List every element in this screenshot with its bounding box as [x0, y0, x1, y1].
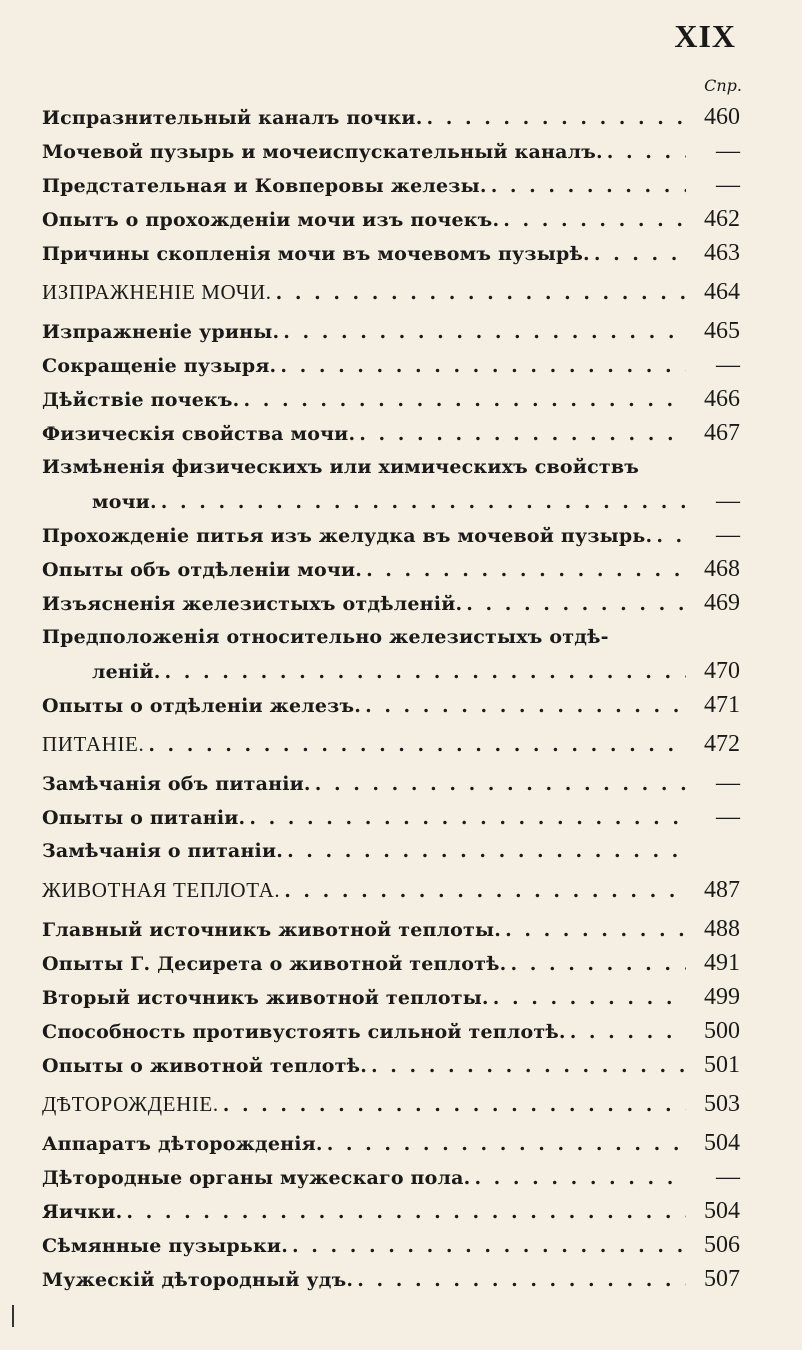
toc-entry — [42, 1126, 740, 1160]
toc-entry-title: Дѣйствіе почекъ. — [42, 389, 240, 411]
toc-entry-title: Изпражненіе урины. — [42, 321, 280, 343]
toc-entry-title: ДѢТОРОЖДЕНІЕ. — [42, 1092, 219, 1116]
dot-leader — [276, 271, 686, 315]
toc-entry-title: леній. — [92, 661, 161, 683]
toc-entry-page: 487 — [704, 877, 740, 903]
toc-entry — [42, 450, 740, 484]
dot-leader — [244, 383, 687, 417]
toc-entry-page: 488 — [704, 916, 740, 942]
toc-entry-page: — — [716, 804, 740, 830]
dot-leader — [371, 1049, 686, 1083]
dot-leader — [427, 101, 686, 135]
toc-entry — [42, 586, 740, 620]
toc-entry-title: ИЗПРАЖНЕНІЕ МОЧИ. — [42, 280, 272, 304]
toc-entry-page: 469 — [704, 590, 740, 616]
page-number: XIX — [674, 18, 736, 54]
toc-entry — [42, 1194, 740, 1228]
toc-entry-page: — — [716, 172, 740, 198]
toc-entry — [42, 518, 740, 552]
toc-entry — [42, 348, 740, 382]
toc-entry-page: — — [716, 1164, 740, 1190]
toc-entry-page: 466 — [704, 386, 740, 412]
toc-entry-page: 463 — [704, 240, 740, 266]
toc-entry-title: Опыты Г. Десирета о животной теплотѣ. — [42, 953, 507, 975]
toc-entry — [42, 688, 740, 722]
dot-leader — [126, 1195, 686, 1229]
toc-entry-title: Физическія свойства мочи. — [42, 423, 356, 445]
toc-entry — [42, 100, 740, 134]
toc-entry-page: 507 — [704, 1266, 740, 1292]
toc-entry — [42, 382, 740, 416]
toc-entry-page: 470 — [704, 658, 740, 684]
toc-entry-title: Сокращеніе пузыря. — [42, 355, 277, 377]
toc-entry — [42, 202, 740, 236]
toc-entry — [42, 552, 740, 586]
toc-entry-title: Причины скопленія мочи въ мочевомъ пузырѣ. — [42, 243, 590, 265]
dot-leader — [292, 1229, 686, 1263]
dot-leader — [148, 723, 686, 767]
toc-entry — [42, 1048, 740, 1082]
toc-entry — [42, 314, 740, 348]
dot-leader — [491, 169, 686, 203]
toc-entry-title: Аппаратъ дѣторожденія. — [42, 1133, 323, 1155]
toc-entry — [42, 1262, 740, 1296]
dot-leader — [280, 349, 686, 383]
dot-leader — [505, 913, 686, 947]
toc-entry-page: 467 — [704, 420, 740, 446]
toc-entry-title: Яички. — [42, 1201, 123, 1223]
dot-leader — [287, 834, 686, 868]
toc-entry-page: 503 — [704, 1091, 740, 1117]
column-header: Спр. — [704, 76, 742, 95]
toc-entry-page: 491 — [704, 950, 740, 976]
toc-entry-title: Предположенія относительно железистыхъ отдѣ- — [42, 626, 609, 648]
toc-entry-title: Дѣтородные органы мужескаго пола. — [42, 1167, 471, 1189]
table-of-contents — [42, 100, 740, 1296]
toc-entry-title: Опыты о отдѣленіи железъ. — [42, 695, 362, 717]
dot-leader — [357, 1263, 686, 1297]
toc-entry — [42, 800, 740, 834]
toc-entry-title: Мужескій дѣтородный удъ. — [42, 1269, 354, 1291]
toc-entry-title: ПИТАНІЕ. — [42, 732, 145, 756]
toc-entry-title: Прохожденіе питья изъ желудка въ мочевой пузырь. — [42, 525, 653, 547]
toc-entry — [42, 236, 740, 270]
toc-entry — [42, 1228, 740, 1262]
toc-entry-page: — — [716, 352, 740, 378]
dot-leader — [165, 655, 686, 689]
toc-entry — [42, 834, 740, 868]
toc-entry-page: 506 — [704, 1232, 740, 1258]
toc-section-heading — [42, 270, 740, 314]
dot-leader — [327, 1127, 686, 1161]
dot-leader — [283, 315, 686, 349]
toc-section-heading — [42, 868, 740, 912]
toc-entry-page: — — [716, 522, 740, 548]
toc-entry-page: — — [716, 138, 740, 164]
toc-entry — [42, 620, 740, 654]
toc-entry-page: 465 — [704, 318, 740, 344]
toc-entry-page: 462 — [704, 206, 740, 232]
toc-entry-continuation — [42, 484, 740, 518]
toc-entry-title: мочи. — [92, 491, 157, 513]
toc-entry-title: Опыты о питаніи. — [42, 807, 246, 829]
toc-section-heading — [42, 722, 740, 766]
dot-leader — [466, 587, 686, 621]
toc-entry-title: Опытъ о прохожденіи мочи изъ почекъ. — [42, 209, 500, 231]
dot-leader — [607, 135, 686, 169]
toc-entry-page: 468 — [704, 556, 740, 582]
toc-entry — [42, 134, 740, 168]
dot-leader — [493, 981, 686, 1015]
toc-entry — [42, 416, 740, 450]
toc-entry-page: 460 — [704, 104, 740, 130]
toc-entry-continuation — [42, 654, 740, 688]
dot-leader — [594, 237, 686, 271]
toc-entry-page: — — [716, 770, 740, 796]
dot-leader — [474, 1161, 686, 1195]
dot-leader — [359, 417, 686, 451]
toc-entry-page: 471 — [704, 692, 740, 718]
toc-entry-title: Испразнительный каналъ почки. — [42, 107, 423, 129]
toc-entry — [42, 946, 740, 980]
toc-entry-title: Изъясненія железистыхъ отдѣленій. — [42, 593, 463, 615]
toc-entry — [42, 980, 740, 1014]
toc-entry-title: ЖИВОТНАЯ ТЕПЛОТА. — [42, 878, 281, 902]
dot-leader — [223, 1083, 686, 1127]
toc-entry-title: Вторый источникъ животной теплоты. — [42, 987, 489, 1009]
toc-entry-title: Мочевой пузырь и мочеиспускательный каналъ. — [42, 141, 603, 163]
dot-leader — [315, 767, 686, 801]
margin-mark — [12, 1305, 14, 1327]
dot-leader — [161, 485, 686, 519]
toc-entry — [42, 1160, 740, 1194]
dot-leader — [570, 1015, 686, 1049]
toc-entry — [42, 766, 740, 800]
dot-leader — [249, 801, 686, 835]
dot-leader — [656, 519, 686, 553]
toc-entry-page: 504 — [704, 1130, 740, 1156]
toc-entry-page: 472 — [704, 731, 740, 757]
toc-entry-page: 501 — [704, 1052, 740, 1078]
dot-leader — [511, 947, 687, 981]
toc-entry-title: Измѣненія физическихъ или химическихъ свойствъ — [42, 456, 640, 478]
toc-entry-title: Замѣчанія объ питаніи. — [42, 773, 311, 795]
toc-entry-page: 504 — [704, 1198, 740, 1224]
dot-leader — [366, 553, 686, 587]
toc-entry — [42, 912, 740, 946]
toc-section-heading — [42, 1082, 740, 1126]
dot-leader — [365, 689, 686, 723]
dot-leader — [284, 869, 686, 913]
toc-entry-page: 500 — [704, 1018, 740, 1044]
toc-entry — [42, 1014, 740, 1048]
toc-entry-title: Сѣмянные пузырьки. — [42, 1235, 289, 1257]
toc-entry-title: Предстательная и Ковперовы железы. — [42, 175, 487, 197]
dot-leader — [503, 203, 686, 237]
toc-entry-page: 499 — [704, 984, 740, 1010]
toc-entry-title: Опыты объ отдѣленіи мочи. — [42, 559, 363, 581]
toc-entry-title: Способность противустоять сильной теплотѣ. — [42, 1021, 566, 1043]
toc-entry-page: — — [716, 488, 740, 514]
toc-entry — [42, 168, 740, 202]
toc-entry-title: Опыты о животной теплотѣ. — [42, 1055, 368, 1077]
toc-entry-title: Замѣчанія о питаніи. — [42, 840, 284, 862]
toc-entry-page: 464 — [704, 279, 740, 305]
toc-entry-title: Главный источникъ животной теплоты. — [42, 919, 502, 941]
